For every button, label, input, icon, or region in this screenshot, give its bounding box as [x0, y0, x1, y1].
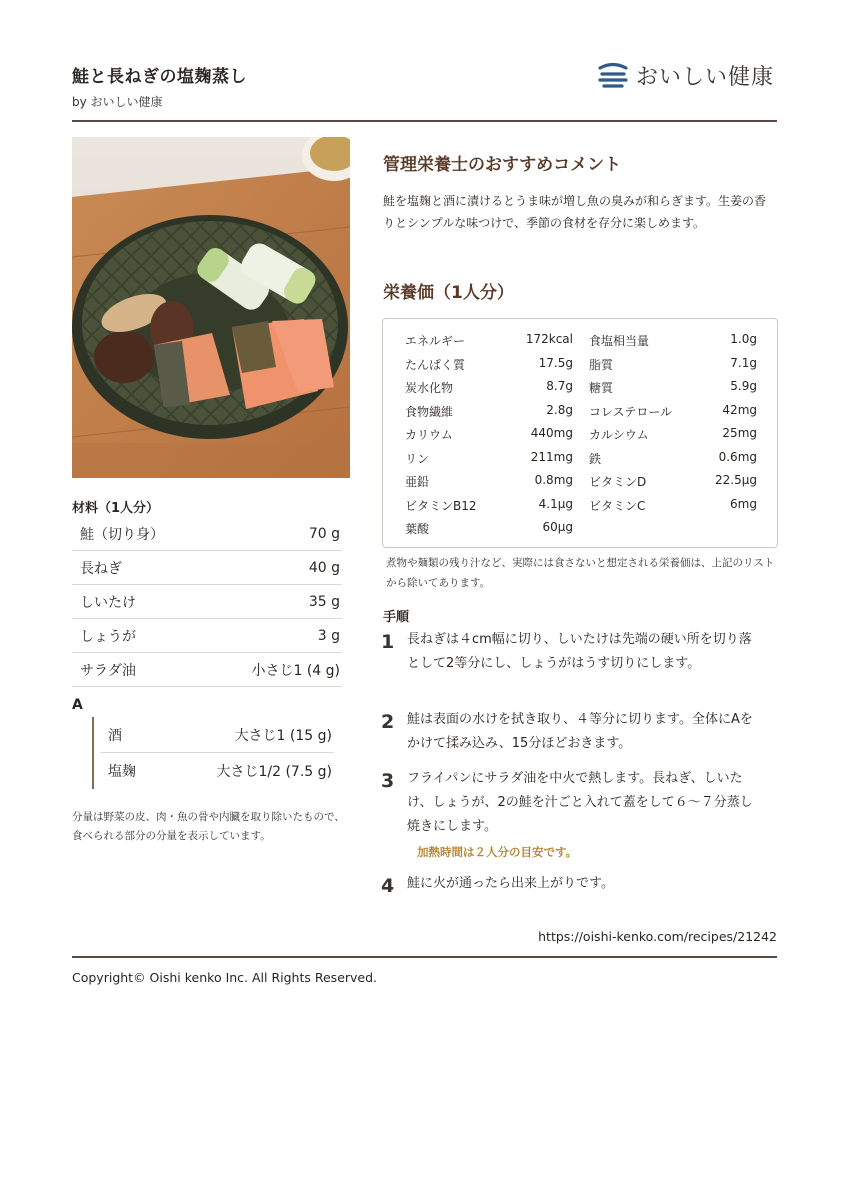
ingredient-name: しょうが: [80, 628, 136, 645]
nutrition-row: [405, 353, 757, 377]
comment-title: 管理栄養士のおすすめコメント: [383, 155, 622, 175]
ingredient-name: サラダ油: [80, 662, 136, 679]
ingredient-name: 鮭（切り身）: [80, 526, 164, 543]
step-text: 鮭に火が通ったら出来上がりです。: [407, 876, 614, 891]
ingredient-name: 酒: [108, 727, 122, 744]
nutrient-name: たんぱく質: [405, 357, 466, 372]
nutrient-name: 糖質: [589, 381, 614, 396]
nutrition-title: 栄養価（1人分）: [383, 283, 514, 303]
nutrient-value: 211mg: [530, 449, 573, 464]
step-number: 1: [381, 631, 395, 653]
ingredient-row: [72, 619, 342, 653]
nutrition-cell: [405, 332, 573, 349]
nutrition-cell: [405, 356, 573, 373]
nutrition-cell: [405, 426, 573, 443]
nutrient-name: カルシウム: [589, 428, 649, 443]
nutrition-row: [405, 329, 757, 353]
nutrient-value: 172kcal: [525, 332, 573, 347]
recipe-url-link[interactable]: https://oishi-kenko.com/recipes/21242: [538, 929, 777, 944]
nutrient-value: 4.1μg: [538, 496, 573, 511]
nutrient-value: 17.5g: [538, 355, 573, 370]
ingredient-amount: 小さじ1 (4 g): [251, 662, 340, 679]
ingredient-amount: 40 g: [308, 559, 340, 576]
nutrient-value: 60μg: [542, 520, 573, 535]
nutrient-name: 食塩相当量: [589, 334, 650, 349]
page-title: 鮭と長ねぎの塩麹蒸し: [72, 67, 247, 87]
nutrition-cell: [589, 403, 757, 420]
ingredients-note: 分量は野菜の皮、肉・魚の骨や内臓を取り除いたもので、食べられる部分の分量を表示しています。: [72, 811, 345, 842]
comment-text: 鮭を塩麹と酒に漬けるとうま味が増し魚の臭みが和らぎます。生姜の香りとシンプルな味つけで、季節の食材を存分に楽しめます。: [383, 194, 767, 230]
nutrient-name: エネルギー: [405, 334, 466, 349]
nutrition-row: [405, 376, 757, 400]
footer-divider: [72, 956, 777, 958]
ingredient-name: しいたけ: [80, 594, 136, 611]
ingredient-amount: 35 g: [308, 593, 340, 610]
nutrient-value: 8.7g: [546, 379, 573, 394]
step-number: 2: [381, 711, 395, 733]
nutrition-cell: [589, 473, 757, 490]
nutrition-table: [382, 318, 778, 548]
nutrition-cell: [405, 403, 573, 420]
nutrient-value: 1.0g: [730, 332, 757, 347]
ingredient-amount: 70 g: [308, 525, 340, 542]
nutrient-name: ビタミンB12: [405, 498, 477, 513]
nutrient-value: 0.6mg: [718, 449, 757, 464]
nutrient-value: 2.8g: [546, 402, 573, 417]
nutrient-name: 炭水化物: [405, 381, 454, 396]
recipe-photo: [72, 137, 350, 478]
nutrient-name: コレステロール: [589, 404, 673, 419]
ingredient-row: [100, 753, 334, 788]
nutrient-name: リン: [405, 451, 430, 466]
nutrition-cell: [405, 450, 573, 467]
ingredient-group-list: [100, 717, 334, 788]
nutrient-value: 7.1g: [730, 355, 757, 370]
nutrition-cell: [589, 379, 757, 396]
ingredient-amount: 大さじ1 (15 g): [234, 727, 332, 744]
nutrient-value: 42mg: [722, 402, 757, 417]
ingredient-group-label: A: [72, 697, 83, 713]
nutrient-value: 5.9g: [730, 379, 757, 394]
byline: by おいしい健康: [72, 95, 163, 109]
logo-text: おいしい健康: [636, 64, 775, 90]
nutrient-value: 440mg: [530, 426, 573, 441]
nutrition-cell: [405, 497, 573, 514]
ingredient-row: [100, 717, 334, 753]
nutrient-name: 鉄: [589, 451, 602, 466]
ingredient-row: [72, 551, 342, 585]
heat-note: 加熱時間は２人分の目安です。: [417, 845, 578, 859]
step-text: 長ねぎは４cm幅に切り、しいたけは先端の硬い所を切り落として2等分にし、しょうがはうす切りにします。: [407, 632, 752, 671]
ingredient-row: [72, 585, 342, 619]
nutrient-name: 葉酸: [405, 522, 430, 537]
ingredients-list: [72, 517, 342, 687]
nutrient-name: ビタミンD: [589, 475, 647, 490]
header-divider: [72, 120, 777, 122]
logo-icon: [598, 62, 628, 88]
steps-title: 手順: [383, 610, 410, 625]
nutrition-note: 煮物や麺類の残り汁など、実際には食さないと想定される栄養価は、上記のリストから除いてあります。: [386, 557, 775, 589]
ingredients-title: 材料（1人分）: [72, 501, 160, 516]
nutrient-name: 脂質: [589, 357, 614, 372]
copyright: Copyright© Oishi kenko Inc. All Rights Reserved.: [72, 970, 378, 985]
nutrition-cell: [589, 332, 757, 349]
nutrient-name: 亜鉛: [405, 475, 430, 490]
nutrition-row: [405, 447, 757, 471]
ingredient-row: [72, 517, 342, 551]
nutrient-name: カリウム: [405, 428, 453, 443]
nutrient-value: 25mg: [722, 426, 757, 441]
nutrition-cell: [405, 520, 573, 537]
nutrition-cell: [589, 450, 757, 467]
nutrient-value: 22.5μg: [715, 473, 757, 488]
step-number: 3: [381, 770, 395, 792]
nutrition-row: [405, 517, 757, 541]
nutrient-name: 食物繊維: [405, 404, 454, 419]
logo[interactable]: [598, 58, 774, 92]
ingredient-name: 長ねぎ: [80, 560, 122, 577]
nutrition-cell: [589, 497, 757, 514]
nutrition-row: [405, 400, 757, 424]
ingredient-amount: 3 g: [317, 627, 340, 644]
nutrient-name: ビタミンC: [589, 498, 646, 513]
nutrient-value: 0.8mg: [534, 473, 573, 488]
nutrition-cell: [405, 379, 573, 396]
ingredient-amount: 大さじ1/2 (7.5 g): [216, 763, 332, 780]
ingredient-name: 塩麹: [108, 763, 136, 780]
ingredient-row: [72, 653, 342, 687]
ingredient-group-bar: [92, 717, 94, 789]
nutrition-cell: [405, 473, 573, 490]
step-text: 鮭は表面の水けを拭き取り、４等分に切ります。全体にAをかけて揉み込み、15分ほどおきます。: [407, 712, 753, 751]
nutrition-cell: [589, 356, 757, 373]
nutrition-cell: [589, 426, 757, 443]
step-number: 4: [381, 875, 395, 897]
nutrition-row: [405, 423, 757, 447]
nutrition-row: [405, 494, 757, 518]
nutrient-value: 6mg: [730, 496, 757, 511]
step-text: フライパンにサラダ油を中火で熱します。長ねぎ、しいたけ、しょうが、2の鮭を汁ごと入れて蓋をして６〜７分蒸し焼きにします。: [407, 771, 753, 834]
nutrition-row: [405, 470, 757, 494]
